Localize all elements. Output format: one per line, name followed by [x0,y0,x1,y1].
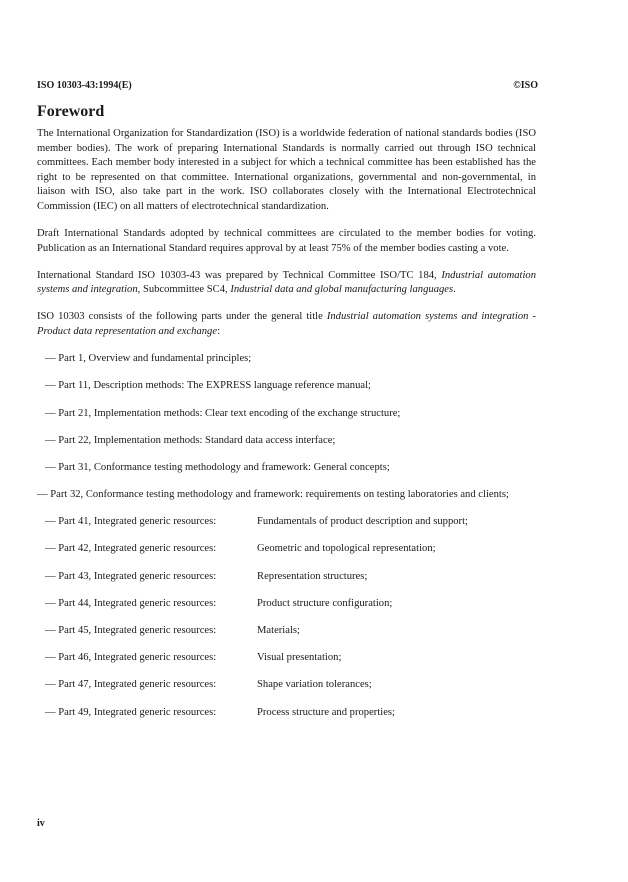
copyright-mark: ©ISO [513,80,538,91]
part-title: Materials; [257,625,300,636]
text: , Subcommittee SC4, [137,284,231,296]
part-title: Geometric and topological representation; [257,543,436,555]
part-title: Visual presentation; [257,652,342,664]
part-label: — Part 42, Integrated generic resources: [45,543,217,555]
list-item: — Part 11, Description methods: The EXPRESS language reference manual; [45,380,371,392]
list-item [37,706,536,721]
list-item [37,651,536,666]
list-item [37,624,536,639]
list-item [37,542,536,557]
list-item: — Part 21, Implementation methods: Clear text encoding of the exchange structure; [45,407,401,419]
list-item: — Part 32, Conformance testing methodology and framework: requirements on testing laboratories and clients; [37,489,509,501]
list-item: — Part 22, Implementation methods: Standard data access interface; [45,434,336,446]
general-title: Industrial automation systems and integration - Product data representation and exchange [37,311,536,338]
running-header [37,80,538,91]
section-title: Foreword [37,103,105,120]
list-item [37,515,536,530]
foreword-body [37,127,536,733]
document-id: ISO 10303-43:1994(E) [37,80,132,91]
part-label: — Part 49, Integrated generic resources: [45,706,217,718]
text: ISO 10303 consists of the following parts under the general title [37,311,327,323]
text: : [217,326,221,338]
page-number: iv [37,818,45,829]
part-title: Process structure and properties; [257,706,395,718]
paragraph-iso-intro: The International Organization for Standardization (ISO) is a worldwide federation of national standards bodies (ISO member bodies). The work of preparing International Standards is normally carried out through ISO technical committees. Each member body interested in a subject for which a technical committee has been established has the right to be represented on that committee. International organizations, governmental and non-governmental, in liaison with ISO, also take part in the work. ISO collaborates closely with the International Electrotechnical Commission (IEC) on all matters of electrotechnical standardization. [37,128,536,212]
part-label: — Part 43, Integrated generic resources: [45,570,217,582]
text: . [453,284,456,296]
paragraph-preparation [37,269,536,298]
list-item [37,570,536,585]
list-item: — Part 1, Overview and fundamental principles; [45,353,252,365]
committee-title: Industrial automation systems and integration [37,269,536,296]
list-item [37,678,536,693]
part-label: — Part 46, Integrated generic resources: [45,652,217,664]
part-title: Shape variation tolerances; [257,679,372,691]
list-item [37,597,536,612]
subcommittee-title: Industrial data and global manufacturing languages [230,284,454,296]
part-title: Representation structures; [257,570,368,582]
part-label: — Part 45, Integrated generic resources: [45,625,217,636]
list-item: — Part 31, Conformance testing methodology and framework: General concepts; [45,461,390,473]
part-label: — Part 47, Integrated generic resources: [45,679,217,691]
part-title: Fundamentals of product description and support; [257,516,468,528]
part-label: — Part 44, Integrated generic resources: [45,597,217,609]
paragraph-voting: Draft International Standards adopted by technical committees are circulated to the member bodies for voting. Publication as an International Standard requires approval by at least 75% of the member bodies casting a vote. [37,228,536,254]
text: International Standard ISO 10303-43 was prepared by Technical Committee ISO/TC 184, [37,269,442,281]
paragraph-parts-intro [37,310,536,339]
parts-list [37,352,536,720]
part-label: — Part 41, Integrated generic resources: [45,516,217,528]
part-title: Product structure configuration; [257,597,393,609]
